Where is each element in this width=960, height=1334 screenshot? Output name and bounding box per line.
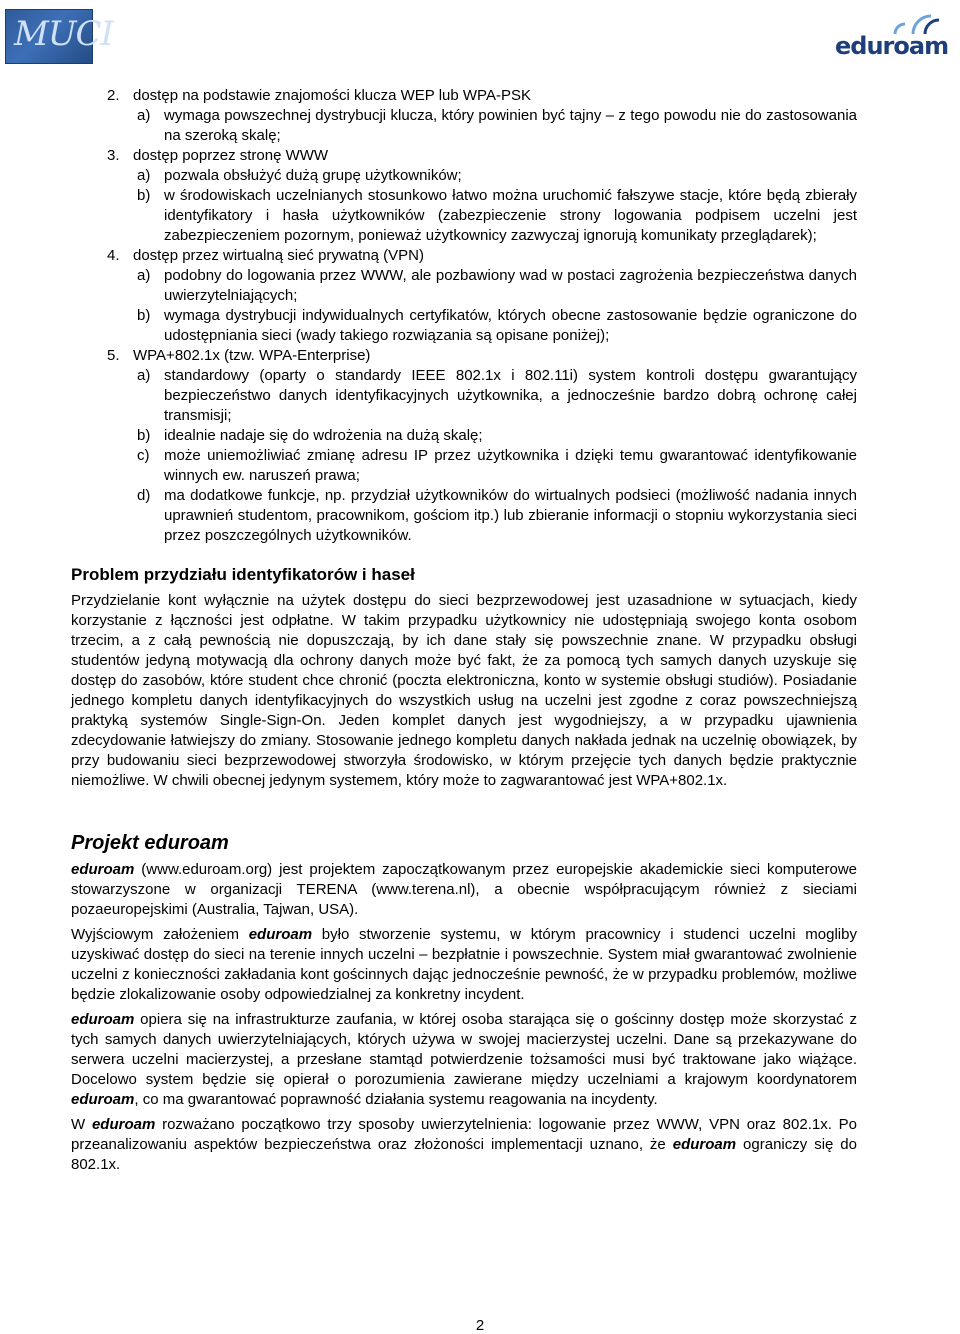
list-item bbox=[71, 146, 857, 166]
paragraph-text: było stworzenie systemu, w którym pracownicy i studenci uczelni mogliby uzyskiwać dostęp do sieci na terenie innych uczelni – bezpłatnie i powszechnie. System miał gwarantować zwolnienie uczelni z konieczności zakładania kont gościnnych dając jednocześnie pewność, że w przypadku problemów, możliwe będzie zlokalizowanie osoby odpowiedzialnej za konkretny incydent. bbox=[71, 926, 857, 1003]
paragraph-eduroam-4 bbox=[71, 1115, 857, 1175]
list-number: 4. bbox=[107, 247, 120, 264]
list-item bbox=[71, 346, 857, 366]
muci-logo bbox=[5, 9, 113, 64]
numbered-list bbox=[71, 86, 857, 546]
sub-list-text: idealnie nadaje się do wdrożenia na dużą skalę; bbox=[164, 427, 483, 444]
section-heading-eduroam: Projekt eduroam bbox=[71, 832, 229, 854]
brand-name: eduroam bbox=[71, 1011, 135, 1028]
list-text: dostęp na podstawie znajomości klucza WEP lub WPA-PSK bbox=[133, 87, 531, 104]
list-number: 3. bbox=[107, 147, 120, 164]
brand-name: eduroam bbox=[71, 1091, 135, 1108]
sub-list-text: pozwala obsłużyć dużą grupę użytkowników; bbox=[164, 167, 462, 184]
page-number: 2 bbox=[475, 1317, 485, 1334]
sub-list-text: w środowiskach uczelnianych stosunkowo łatwo można uruchomić fałszywe stacje, które będą zbierały identyfikatory i hasła użytkowników (zabezpieczenie strony logowania podpisem uczelni jest zabezpieczeniem pozornym, ponieważ użytkownicy zazwyczaj ignorują komunikaty przeglądarek); bbox=[164, 187, 857, 244]
sub-list-number: a) bbox=[137, 167, 151, 184]
paragraph-eduroam-2 bbox=[71, 925, 857, 1005]
paragraph-eduroam-3 bbox=[71, 1010, 857, 1110]
sub-list-number: b) bbox=[137, 187, 151, 204]
list-text: dostęp przez wirtualną sieć prywatną (VPN) bbox=[133, 247, 424, 264]
brand-name: eduroam bbox=[672, 1136, 737, 1153]
sub-list-number: a) bbox=[137, 367, 151, 384]
sub-list-item bbox=[71, 306, 857, 346]
list-text: dostęp poprzez stronę WWW bbox=[133, 147, 329, 164]
section-heading-problem: Problem przydziału identyfikatorów i haseł bbox=[71, 565, 415, 584]
sub-list-text: wymaga dystrybucji indywidualnych certyfikatów, których obecne zastosowanie będzie ograniczone do udostępniania sieci (wady takiego rozwiązania są opisane poniżej); bbox=[164, 307, 857, 344]
sub-list-item bbox=[71, 186, 857, 246]
brand-name: eduroam bbox=[71, 861, 135, 878]
list-number: 2. bbox=[107, 87, 120, 104]
sub-list-text: może uniemożliwiać zmianę adresu IP przez użytkownika i dzięki temu gwarantować identyfikowanie winnych ew. naruszeń prawa; bbox=[164, 447, 857, 484]
sub-list-item bbox=[71, 166, 857, 186]
sub-list-item bbox=[71, 266, 857, 306]
list-number: 5. bbox=[107, 347, 120, 364]
sub-list-item bbox=[71, 486, 857, 546]
brand-name: eduroam bbox=[91, 1116, 156, 1133]
paragraph-text: , co ma gwarantować poprawność działania systemu reagowania na incydenty. bbox=[134, 1091, 658, 1108]
paragraph-text: Wyjściowym założeniem bbox=[71, 926, 249, 943]
paragraph-text: ograniczy się do 802.1x. bbox=[71, 1136, 857, 1173]
paragraph-text: rozważano początkowo trzy sposoby uwierzytelnienia: logowanie przez WWW, VPN oraz 802.1x. Po przeanalizowaniu aspektów bezpieczeństwa oraz złożoności implementacji uznano, że bbox=[71, 1116, 857, 1153]
eduroam-logo bbox=[825, 10, 950, 60]
sub-list-item bbox=[71, 446, 857, 486]
paragraph-text: W bbox=[71, 1116, 92, 1133]
sub-list-number: b) bbox=[137, 427, 151, 444]
sub-list-number: c) bbox=[137, 447, 150, 464]
eduroam-logo-text: eduroam bbox=[835, 32, 949, 60]
sub-list-text: ma dodatkowe funkcje, np. przydział użytkowników do wirtualnych podsieci (możliwość nadania innych uprawnień studentom, pracownikom, gościom itp.) lub zbieranie informacji o stopniu wykorzystania sieci przez poszczególnych użytkowników. bbox=[164, 487, 857, 544]
list-item bbox=[71, 246, 857, 266]
sub-list-item bbox=[71, 426, 857, 446]
sub-list-text: podobny do logowania przez WWW, ale pozbawiony wad w postaci zagrożenia bezpieczeństwa danych uwierzytelniających; bbox=[164, 267, 857, 304]
sub-list-text: wymaga powszechnej dystrybucji klucza, który powinien być tajny – z tego powodu nie do zastosowania na szeroką skalę; bbox=[164, 107, 857, 144]
paragraph-text: (www.eduroam.org) jest projektem zapoczątkowanym przez europejskie akademickie sieci komputerowe stowarzyszone w organizacji TERENA (www.terena.nl), a obecnie współpracującym również z sieciami pozaeuropejskimi (Australia, Tajwan, USA). bbox=[71, 861, 857, 918]
muci-logo-text: MUCI bbox=[14, 14, 113, 54]
sub-list-number: a) bbox=[137, 267, 151, 284]
list-item bbox=[71, 86, 857, 106]
sub-list-item bbox=[71, 106, 857, 146]
sub-list-number: b) bbox=[137, 307, 151, 324]
list-text: WPA+802.1x (tzw. WPA-Enterprise) bbox=[133, 347, 371, 364]
sub-list-number: d) bbox=[137, 487, 151, 504]
paragraph-text: opiera się na infrastrukturze zaufania, w której osoba starająca się o gościnny dostęp może skorzystać z tych samych danych uwierzytelniających, których używa w swojej macierzystej uczelni. Dane są przekazywane do serwera uczelni macierzystej, a przesłane stamtąd potwierdzenie tożsamości musi być traktowane jako wiążące. Docelowo system będzie się opierał o porozumienia zawierane między uczelniami a krajowym koordynatorem bbox=[71, 1011, 857, 1088]
document-body bbox=[71, 86, 857, 1180]
sub-list-item bbox=[71, 366, 857, 426]
sub-list-text: standardowy (oparty o standardy IEEE 802.1x i 802.11i) system kontroli dostępu gwarantujący bezpieczeństwo danych identyfikacyjnych użytkownika, a jednocześnie bardzo dobrą ochronę całej transmisji; bbox=[164, 367, 857, 424]
brand-name: eduroam bbox=[248, 926, 313, 943]
sub-list-number: a) bbox=[137, 107, 151, 124]
paragraph-eduroam-1 bbox=[71, 860, 857, 920]
paragraph-problem: Przydzielanie kont wyłącznie na użytek dostępu do sieci bezprzewodowej jest uzasadnione w sytuacjach, kiedy korzystanie z łączności jest odpłatne. W takim przypadku użytkownicy nie udostępniają swojego konta osobom trzecim, a z całą pewnością nie dopuszczają, by ich dane stały się powszechnie znane. W przypadku obsługi studentów jedyną motywacją dla ochrony danych może być fakt, że za pomocą tych samych danych uzyskuje się dostęp do zasobów, które student chce chronić (poczta elektroniczna, konto w systemie obsługi studiów). Posiadanie jednego kompletu danych identyfikacyjnych do wszystkich usług na uczelni jest zgodne z coraz powszechniejszą praktyką systemów Single-Sign-On. Jeden komplet danych jest wygodniejszy, a w przypadku ujawnienia zdecydowanie łatwiejszy do zmiany. Stosowanie jednego kompletu danych nakłada jednak na uczelnię obowiązek, by przy budowaniu sieci bezprzewodowej stworzyła środowisko, w którym przejęcie tych danych będzie praktycznie niemożliwe. W chwili obecnej jedynym systemem, który może to zagwarantować jest WPA+802.1x. bbox=[71, 592, 857, 789]
